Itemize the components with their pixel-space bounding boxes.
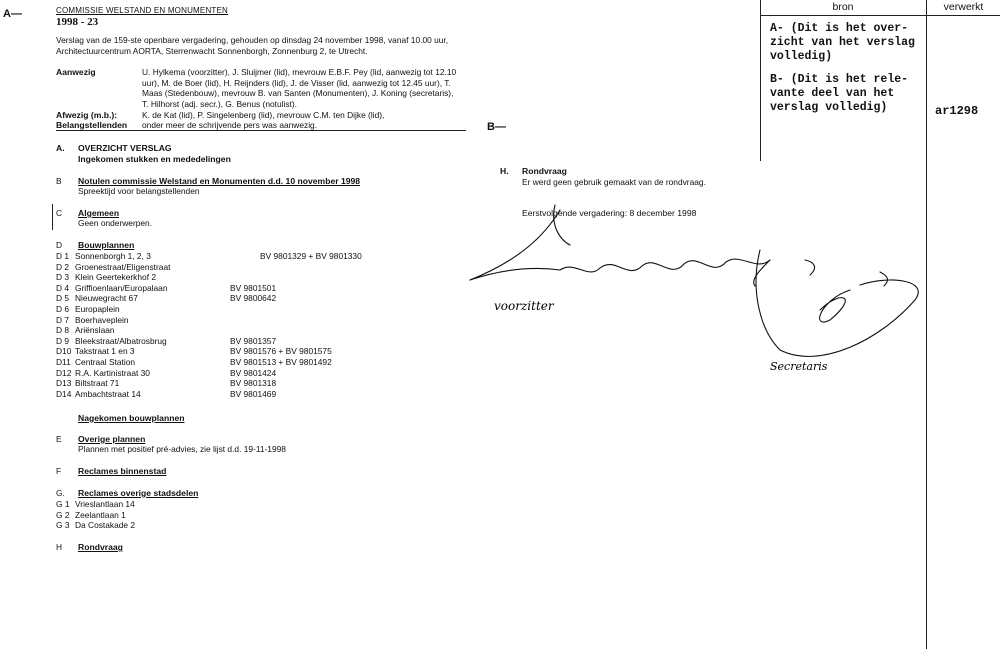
- section-d-code: D: [56, 240, 63, 250]
- item-permit: BV 9801576 + BV 9801575: [230, 346, 332, 357]
- section-b-code: B: [56, 176, 62, 186]
- section-e-subtitle: Plannen met positief pré-advies, zie lijst d.d. 19-11-1998: [78, 444, 286, 454]
- section-e-code: E: [56, 434, 62, 444]
- item-permit: BV 9801501: [230, 282, 277, 293]
- item-code: D 4: [56, 282, 70, 293]
- marker-a: A—: [3, 8, 22, 20]
- side-header-rule: [760, 15, 1000, 16]
- item-name: Ariënslaan: [75, 325, 115, 336]
- item-code: D 1: [56, 251, 70, 261]
- item-name: Boerhaveplein: [75, 314, 129, 325]
- column-bron: bron: [832, 1, 854, 13]
- item-code: D 7: [56, 314, 70, 325]
- report-number: 1998 - 23: [56, 16, 99, 28]
- marker-b: B—: [487, 121, 506, 133]
- absent-label: Afwezig (m.b.):: [56, 110, 118, 120]
- absent-text: K. de Kat (lid), P. Singelenberg (lid), mevrouw C.M. ten Dijke (lid),: [142, 110, 385, 120]
- archive-ref: ar1298: [935, 104, 979, 118]
- item-code: D11: [56, 357, 71, 367]
- item-code: D 3: [56, 272, 70, 283]
- item-name: R.A. Kartinistraat 30: [75, 367, 150, 378]
- secretary-label: Secretaris: [770, 360, 828, 373]
- intro-text: Verslag van de 159-ste openbare vergadering, gehouden op dinsdag 24 november 1998, vanaf 10.00 uur, Architectuurcentrum AORTA, Sterrenwacht Sonnenborgh, Zonnenburg 2, te Utrecht.: [56, 35, 449, 56]
- signatures: [460, 190, 930, 380]
- column-verwerkt: verwerkt: [943, 1, 984, 13]
- present-text: U. Hylkema (voorzitter), J. Sluijmer (lid), mevrouw E.B.F. Pey (lid, aanwezig tot 12.10 uur), M. de Boer (lid), H. Reijnders (lid), J. de Visser (lid, aanwezig tot 12.45 uur), T. Maas (Stedenbouw), mevrouw B. van Santen (Monumenten), J. Koning (secretaris), T. Hilhorst (adj. secr.), G. Benus (notulist).: [142, 67, 457, 109]
- org-name: COMMISSIE WELSTAND EN MONUMENTEN: [56, 6, 229, 15]
- item-name: Klein Geertekerkhof 2: [75, 272, 157, 283]
- section-c-title: Algemeen: [78, 208, 120, 218]
- item-name: Sonnenborgh 1, 2, 3: [75, 251, 151, 261]
- item-name: Biltstraat 71: [75, 378, 120, 389]
- signs-list: [56, 499, 256, 533]
- interested-label: Belangstellenden: [56, 120, 128, 130]
- section-h-code: H: [56, 542, 63, 552]
- item-code: G 3: [56, 520, 70, 531]
- section-b-title: Notulen commissie Welstand en Monumenten d.d. 10 november 1998: [78, 176, 361, 186]
- interested-text: onder meer de schrijvende pers was aanwezig.: [142, 120, 318, 130]
- item-name: Da Costakade 2: [75, 520, 136, 531]
- section-a-title: OVERZICHT VERSLAG: [78, 143, 172, 153]
- item-name: Vrieslantlaan 14: [75, 499, 135, 509]
- chair-label: voorzitter: [494, 299, 554, 313]
- item-code: D13: [56, 378, 72, 389]
- section-e-title: Overige plannen: [78, 434, 146, 444]
- item-code: D12: [56, 367, 72, 378]
- margin-bar: [52, 204, 53, 230]
- late-plans-title: Nagekomen bouwplannen: [78, 413, 185, 423]
- part-b-code: H.: [500, 166, 509, 176]
- section-a-code: A.: [56, 143, 65, 153]
- item-permit: BV 9801329 + BV 9801330: [260, 251, 362, 261]
- section-g-code: G.: [56, 488, 65, 498]
- item-code: D 5: [56, 293, 70, 304]
- item-name: Europaplein: [75, 304, 120, 314]
- note-b: B- (Dit is het rele-vante deel van het verslag volledig): [770, 73, 909, 114]
- secretary-signature-icon: [756, 250, 918, 356]
- item-code: D 9: [56, 335, 70, 346]
- plans-list: [56, 251, 416, 401]
- side-column-border-left: [760, 0, 761, 161]
- item-permit: BV 9801424: [230, 367, 277, 378]
- part-b-text: Er werd geen gebruik gemaakt van de rondvraag.: [522, 177, 706, 187]
- item-permit: BV 9801513 + BV 9801492: [230, 357, 332, 367]
- item-code: D 8: [56, 325, 70, 336]
- section-c-subtitle: Geen onderwerpen.: [78, 218, 153, 228]
- item-permit: BV 9801357: [230, 335, 277, 346]
- item-name: Griffioenlaan/Europalaan: [75, 282, 168, 293]
- item-name: Nieuwegracht 67: [75, 293, 138, 304]
- item-name: Ambachtstraat 14: [75, 388, 141, 399]
- section-b-subtitle: Spreektijd voor belangstellenden: [78, 186, 200, 196]
- section-d-title: Bouwplannen: [78, 240, 135, 250]
- item-code: D14: [56, 388, 72, 399]
- next-meeting: Eerstvolgende vergadering: 8 december 1998: [522, 208, 697, 218]
- item-permit: BV 9801318: [230, 378, 277, 389]
- item-name: Bleekstraat/Albatrosbrug: [75, 335, 167, 346]
- section-a-subtitle: Ingekomen stukken en mededelingen: [78, 154, 231, 164]
- section-f-title: Reclames binnenstad: [78, 466, 167, 476]
- item-code: D10: [56, 346, 72, 357]
- section-g-title: Reclames overige stadsdelen: [78, 488, 199, 498]
- item-code: D 2: [56, 261, 70, 272]
- section-c-code: C: [56, 208, 63, 218]
- item-name: Zeelantlaan 1: [75, 509, 126, 520]
- present-label: Aanwezig: [56, 67, 96, 77]
- item-code: G 1: [56, 499, 70, 509]
- part-b-title: Rondvraag: [522, 166, 567, 176]
- chair-signature-icon: [470, 205, 770, 286]
- note-a: A- (Dit is het over-zicht van het verslag volledig): [770, 22, 915, 63]
- item-code: D 6: [56, 304, 70, 314]
- item-name: Groenestraat/Eligenstraat: [75, 261, 171, 272]
- item-permit: BV 9801469: [230, 388, 277, 399]
- item-name: Centraal Station: [75, 357, 136, 367]
- item-code: G 2: [56, 509, 70, 520]
- item-permit: BV 9800642: [230, 293, 277, 304]
- section-h-title: Rondvraag: [78, 542, 123, 552]
- attendance-divider: [56, 130, 466, 131]
- section-f-code: F: [56, 466, 62, 476]
- item-name: Takstraat 1 en 3: [75, 346, 135, 357]
